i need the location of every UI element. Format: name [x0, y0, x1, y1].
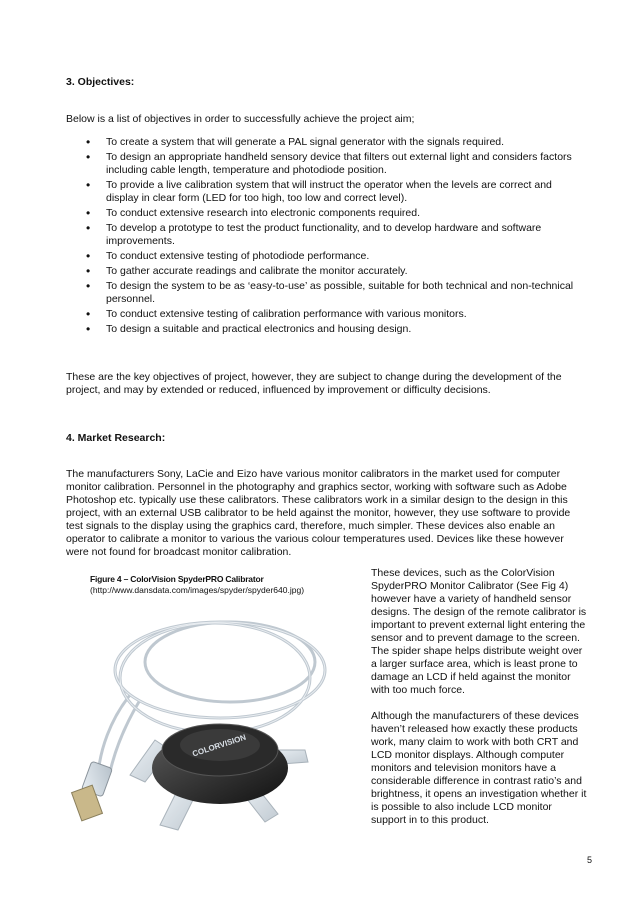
- bullet-icon: •: [86, 206, 91, 220]
- bullet-icon: •: [86, 264, 91, 278]
- bullet-icon: •: [86, 307, 91, 321]
- objectives-intro: Below is a list of objectives in order to successfully achieve the project aim;: [66, 113, 415, 125]
- section-4-heading: 4. Market Research:: [66, 432, 166, 444]
- side-paragraph-2: Although the manufacturers of these devices haven’t released how exactly these products work, many claim to work with both CRT and LCD monitor displays. Although computer monitors and television monitors have a considerable difference in contrast ratio’s and brightness, it opens an investigation whether it is possible to also include LCD monitor support in to this product.: [371, 710, 587, 826]
- figure-caption: [90, 574, 350, 596]
- bullet-icon: •: [86, 249, 91, 263]
- bullet-icon: •: [86, 322, 91, 336]
- list-item: • To design the system to be as ‘easy-to-use’ as possible, suitable for both technical and non-technical personnel.: [86, 279, 574, 305]
- bullet-icon: •: [86, 150, 91, 164]
- section-3-heading: 3. Objectives:: [66, 76, 135, 88]
- usb-connector-icon: [72, 761, 113, 821]
- bullet-icon: •: [86, 135, 91, 149]
- list-item: • To conduct extensive testing of photodiode performance.: [86, 249, 370, 263]
- list-item: • To conduct extensive testing of calibration performance with various monitors.: [86, 307, 467, 321]
- bullet-icon: •: [86, 279, 91, 293]
- list-item: • To conduct extensive research into electronic components required.: [86, 206, 421, 220]
- list-item: • To design an appropriate handheld sensory device that filters out external light and considers factors including cable length, temperature and photodiode position.: [86, 150, 572, 176]
- list-item: • To design a suitable and practical electronics and housing design.: [86, 322, 412, 336]
- figure-source: (http://www.dansdata.com/images/spyder/spyder640.jpg): [90, 585, 305, 595]
- market-research-paragraph: The manufacturers Sony, LaCie and Eizo have various monitor calibrators in the market used for computer monitor calibration. Personnel in the photography and graphics sector, working with software such as Adobe Photoshop etc. typically use these calibrators. These calibrators work in a similar design to the design in this project, with an external USB calibrator to be held against the monitor, however, they use software to provide test signals to the display using the graphics card, therefore, much simpler. These devices also enable an operator to calibrate a monitor to various the various colour temperatures used. Devices like these however were not found for broadcast monitor calibration.: [66, 468, 571, 558]
- objectives-closing: These are the key objectives of project, however, they are subject to change during the development of the project, and may by extended or reduced, influenced by improvement or difficulty decisions.: [66, 371, 562, 396]
- bullet-icon: •: [86, 221, 91, 235]
- list-item: • To provide a live calibration system that will instruct the operator when the levels are correct and display in clear form (LED for too high, too low and correct level).: [86, 178, 552, 204]
- side-text: [371, 567, 589, 840]
- objectives-list: [66, 136, 586, 338]
- page-number: 5: [586, 855, 592, 865]
- device-label: COLORVISION: [191, 732, 248, 759]
- list-item: • To gather accurate readings and calibrate the monitor accurately.: [86, 264, 408, 278]
- list-item: • To create a system that will generate a PAL signal generator with the signals required.: [86, 135, 505, 149]
- bullet-icon: •: [86, 178, 91, 192]
- figure-title: Figure 4 – ColorVision SpyderPRO Calibrator: [90, 574, 264, 584]
- list-item: • To develop a prototype to test the product functionality, and to develop hardware and software improvements.: [86, 221, 542, 247]
- calibrator-photo: [70, 600, 350, 840]
- side-paragraph-1: These devices, such as the ColorVision SpyderPRO Monitor Calibrator (See Fig 4) however have a variety of handheld sensor designs. The design of the remote calibrator is important to prevent external light entering the sensor and to prevent damage to the screen. The spider shape helps distribute weight over a larger surface area, which is least prone to damage an LCD if held against the monitor with too much force.: [371, 567, 587, 696]
